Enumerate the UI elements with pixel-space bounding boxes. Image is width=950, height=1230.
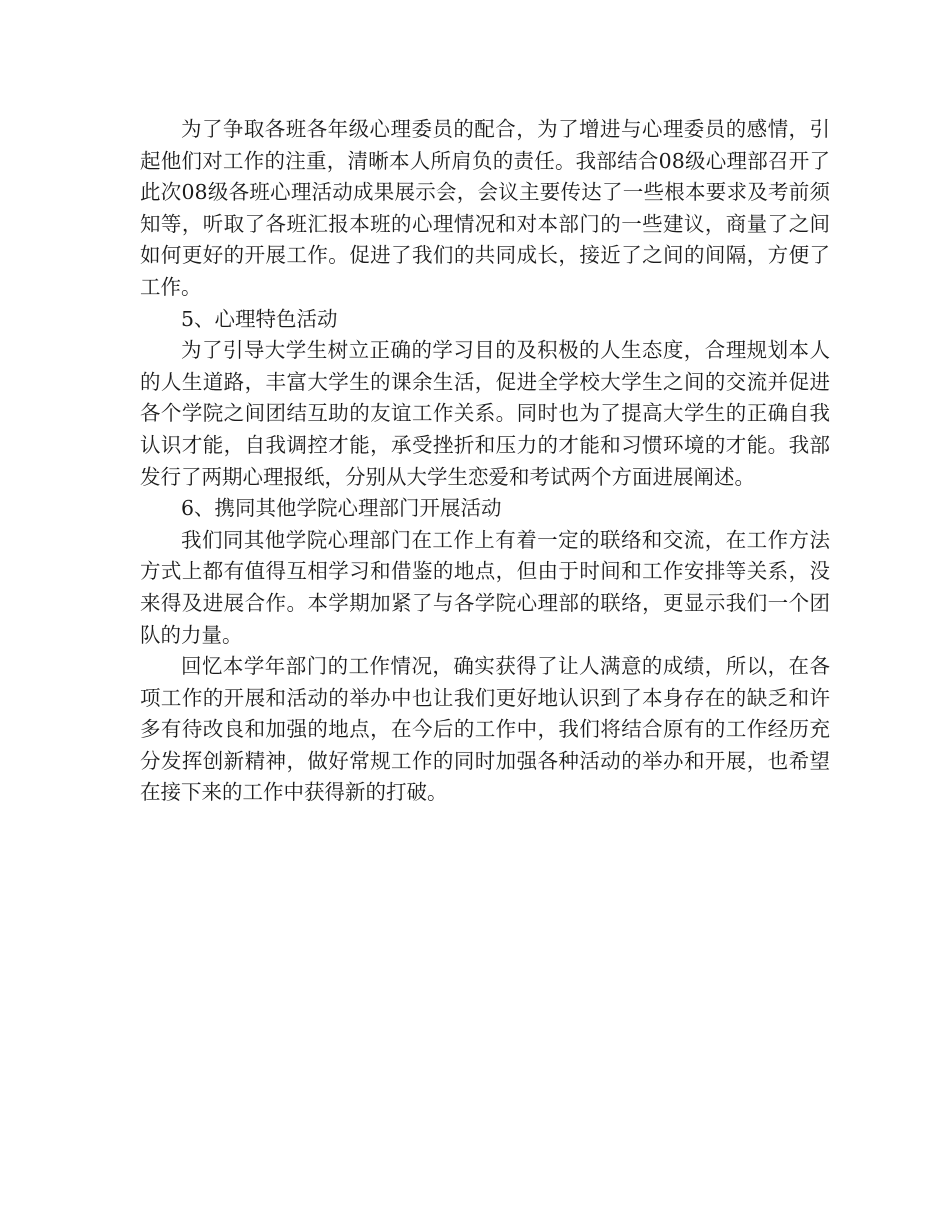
section-heading-5: 5、心理特色活动 — [181, 306, 338, 331]
paragraph-year-review: 回忆本学年部门的工作情况，确实获得了让人满意的成绩，所以，在各项工作的开展和活动的举办中也让我们更好地认识到了本身存在的缺乏和许多有待改良和加强的地点，在今后的工作中，我们将结合原有的工作经历充分发挥创新精神，做好常规工作的同时加强各种活动的举办和开展，也希望在接下来的工作中获得新的打破。 — [140, 654, 830, 805]
document-body — [140, 114, 830, 809]
paragraph-psych-committee-meeting: 为了争取各班各年级心理委员的配合，为了增进与心理委员的感情，引起他们对工作的注重，清晰本人所肩负的责任。我部结合08级心理部召开了此次08级各班心理活动成果展示会，会议主要传达了一些根本要求及考前须知等，听取了各班汇报本班的心理情况和对本部门的一些建议，商量了之间如何更好的开展工作。促进了我们的共同成长，接近了之间的间隔，方便了工作。 — [140, 117, 830, 299]
paragraph-psych-featured-activities: 为了引导大学生树立正确的学习目的及积极的人生态度，合理规划本人的人生道路，丰富大学生的课余生活，促进全学校大学生之间的交流并促进各个学院之间团结互助的友谊工作关系。同时也为了提高大学生的正确自我认识才能，自我调控才能，承受挫折和压力的才能和习惯环境的才能。我部发行了两期心理报纸，分别从大学生恋爱和考试两个方面进展阐述。 — [140, 338, 830, 489]
section-heading-6: 6、携同其他学院心理部门开展活动 — [181, 496, 502, 521]
paragraph-cooperation-other-colleges: 我们同其他学院心理部门在工作上有着一定的联络和交流，在工作方法方式上都有值得互相学习和借鉴的地点，但由于时间和工作安排等关系，没来得及进展合作。本学期加紧了与各学院心理部的联络，更显示我们一个团队的力量。 — [140, 527, 830, 647]
